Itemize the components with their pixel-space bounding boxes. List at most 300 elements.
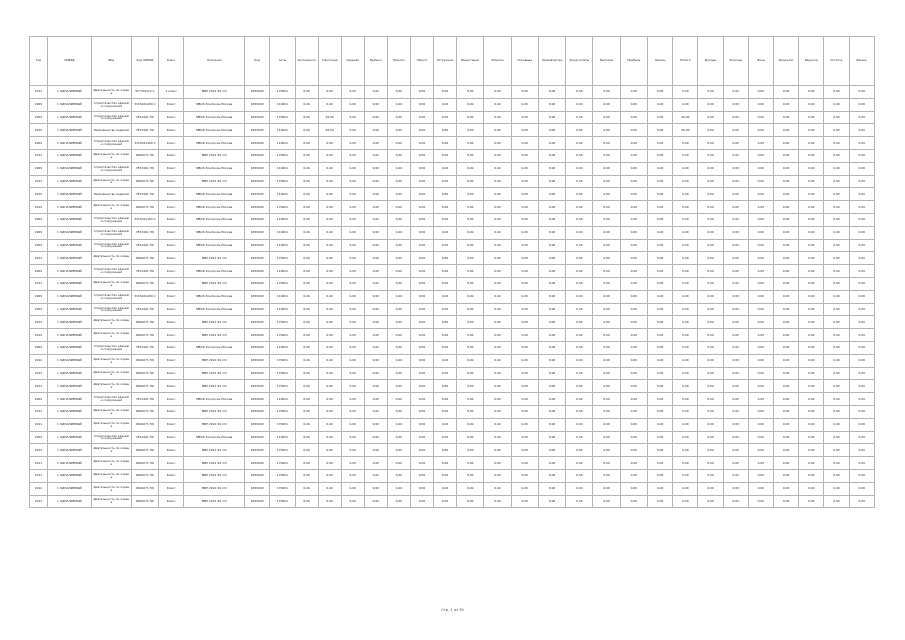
table-cell: 0,00	[410, 290, 433, 303]
table-cell: 0,00	[511, 444, 538, 457]
table-cell: 0,00	[538, 162, 565, 175]
table-cell: 0,00	[341, 354, 364, 367]
table-cell: 1 ОДНАЛИВНЫЙ	[47, 252, 91, 265]
table-cell: 0,00	[318, 226, 341, 239]
table-cell: 0,00	[824, 418, 849, 431]
table-cell: 0,00	[341, 213, 364, 226]
table-cell: Строительство зданий и сооружений	[91, 393, 131, 406]
table-cell: 0,00	[341, 444, 364, 457]
table-cell: 0,00	[566, 316, 593, 329]
table-cell: 0,00	[457, 329, 484, 342]
table-cell: 0,00	[364, 367, 387, 380]
table-cell: 0,00	[723, 405, 748, 418]
table-cell: 0,00	[723, 213, 748, 226]
table-cell: 0,00	[538, 252, 565, 265]
table-cell: 0,00	[566, 354, 593, 367]
table-cell: 0,00	[511, 457, 538, 470]
table-cell: 170001	[270, 367, 295, 380]
table-cell: 0,00	[593, 457, 620, 470]
table-cell: 0,00	[824, 367, 849, 380]
table-cell: 1 ОДНАЛИВНЫЙ	[47, 86, 91, 99]
column-header: Налоги	[673, 37, 698, 86]
table-cell: 0,00	[824, 354, 849, 367]
table-cell: 110001	[270, 290, 295, 303]
table-cell: 0,00	[364, 495, 387, 508]
table-cell: 2009	[30, 239, 48, 252]
table-cell: 170001	[270, 444, 295, 457]
table-cell: 0455000	[245, 175, 270, 188]
table-cell: 0,00	[673, 201, 698, 214]
table-cell: 0455000	[245, 239, 270, 252]
table-cell: 0,00	[673, 149, 698, 162]
table-cell: 0455000	[245, 457, 270, 470]
table-cell: 170001	[270, 149, 295, 162]
table-body	[30, 86, 875, 508]
table-cell: Строительство зданий и сооружений	[91, 162, 131, 175]
table-cell: 0,00	[723, 226, 748, 239]
table-cell: 0,00	[593, 149, 620, 162]
table-cell: 0,00	[698, 469, 723, 482]
table-cell: 0,00	[698, 98, 723, 111]
table-cell: 0,00	[484, 175, 511, 188]
table-cell: 0,00	[387, 444, 410, 457]
table-cell: Класс	[159, 265, 184, 278]
column-header: Результат	[773, 37, 798, 86]
table-cell: 0,00	[773, 137, 798, 150]
table-cell: 0,00	[673, 341, 698, 354]
table-cell: 0,00	[387, 265, 410, 278]
table-cell: 0,00	[648, 380, 673, 393]
table-cell: 3315021400 С	[131, 213, 158, 226]
table-cell: 0,00	[566, 380, 593, 393]
table-cell: Строительство зданий и сооружений	[91, 431, 131, 444]
table-cell: 0,00	[538, 341, 565, 354]
table-cell: Деятельность по охране	[91, 367, 131, 380]
table-cell: 0,00	[648, 98, 673, 111]
table-cell: 0,00	[341, 303, 364, 316]
table-cell: 0,00	[484, 290, 511, 303]
table-cell: 170001	[270, 380, 295, 393]
table-cell: 0,00	[698, 354, 723, 367]
table-cell: 0,00	[410, 124, 433, 137]
table-cell: 1 ОДНАЛИВНЫЙ	[47, 303, 91, 316]
table-cell: 0455000	[245, 252, 270, 265]
table-cell: МВР 2012 Ф1 ОЧ	[184, 252, 245, 265]
table-cell: 0,00	[723, 86, 748, 99]
table-cell: 0,00	[341, 124, 364, 137]
table-cell: 9600071 ПО	[131, 252, 158, 265]
table-cell: 0,00	[410, 201, 433, 214]
table-cell: 0,00	[318, 137, 341, 150]
table-cell: 0,00	[799, 239, 824, 252]
table-cell: 0,00	[387, 380, 410, 393]
column-header: Принято	[387, 37, 410, 86]
table-cell: 0,00	[511, 239, 538, 252]
table-cell: 0,00	[849, 444, 874, 457]
table-cell: 0,00	[364, 469, 387, 482]
table-cell: 0,00	[748, 252, 773, 265]
table-cell: 0,00	[698, 86, 723, 99]
table-cell: 0,00	[511, 405, 538, 418]
table-cell: 0,00	[511, 149, 538, 162]
table-cell: 0,00	[849, 124, 874, 137]
table-cell: 0,00	[484, 252, 511, 265]
table-cell: МВР 2012 Ф1 ОЧ	[184, 418, 245, 431]
table-cell: 0,00	[484, 354, 511, 367]
table-cell: 2012	[30, 444, 48, 457]
table-cell: 0,00	[824, 341, 849, 354]
table-cell: 0,00	[799, 252, 824, 265]
table-cell: 0,00	[364, 316, 387, 329]
table-cell: 0455000	[245, 149, 270, 162]
table-cell: 0,00	[566, 213, 593, 226]
table-cell: 0,00	[799, 188, 824, 201]
table-cell: 0,00	[295, 137, 318, 150]
table-cell: 0,00	[410, 265, 433, 278]
table-cell: 0,00	[620, 354, 647, 367]
table-cell: 0,00	[433, 495, 456, 508]
table-cell: 0,00	[484, 162, 511, 175]
table-row	[30, 418, 875, 431]
table-cell: 0,00	[773, 418, 798, 431]
table-row	[30, 482, 875, 495]
table-cell: 0,00	[773, 188, 798, 201]
table-cell: 0,00	[538, 239, 565, 252]
table-cell: 0,00	[673, 316, 698, 329]
table-cell: 0,00	[364, 341, 387, 354]
document-page	[29, 36, 875, 508]
table-cell: 0,00	[410, 316, 433, 329]
table-cell: Класс	[159, 188, 184, 201]
table-cell: 0,00	[318, 393, 341, 406]
table-cell: 0,00	[824, 86, 849, 99]
table-cell: 0,00	[318, 98, 341, 111]
table-cell: 0,00	[698, 329, 723, 342]
table-cell: 0,00	[748, 495, 773, 508]
table-cell: МВОК Контроль Москва	[184, 393, 245, 406]
table-cell: 9600071 ПО	[131, 418, 158, 431]
table-cell: 0,00	[295, 162, 318, 175]
table-cell: 0,00	[295, 175, 318, 188]
table-cell: 0,00	[433, 418, 456, 431]
table-cell: 9600071 ПО	[131, 354, 158, 367]
table-cell: 0,00	[648, 418, 673, 431]
table-cell: Класс	[159, 98, 184, 111]
table-cell: 0,00	[593, 265, 620, 278]
table-cell: 3315021400 С	[131, 290, 158, 303]
table-cell: 0,00	[620, 162, 647, 175]
table-cell: 0,00	[295, 86, 318, 99]
table-cell: 0455000	[245, 431, 270, 444]
table-cell: 0,00	[457, 149, 484, 162]
table-cell: 0,00	[457, 111, 484, 124]
column-header: Выплаты	[593, 37, 620, 86]
table-cell: 9600071 ПО	[131, 175, 158, 188]
table-cell: 0,00	[538, 124, 565, 137]
table-cell: 2012	[30, 316, 48, 329]
table-cell: 0,00	[318, 188, 341, 201]
table-cell: МВОК Контроль Москва	[184, 124, 245, 137]
table-cell: 0,00	[364, 431, 387, 444]
table-cell: 0,00	[341, 457, 364, 470]
table-cell: 0455000	[245, 316, 270, 329]
table-cell: 0,00	[410, 226, 433, 239]
table-cell: 0,00	[648, 111, 673, 124]
table-cell: 0,00	[723, 252, 748, 265]
table-cell: МВР 2012 Ф1 ОЧ	[184, 380, 245, 393]
table-cell: 0,00	[849, 303, 874, 316]
table-cell: 0,00	[341, 226, 364, 239]
table-cell: 0,00	[433, 265, 456, 278]
table-cell: Класс	[159, 354, 184, 367]
table-cell: 0455000	[245, 367, 270, 380]
table-cell: 0,00	[410, 393, 433, 406]
table-cell: 0,00	[723, 457, 748, 470]
table-cell: 0,00	[698, 303, 723, 316]
table-cell: 0,00	[484, 444, 511, 457]
table-cell: 0,00	[799, 354, 824, 367]
table-cell: МВОК Контроль Москва	[184, 239, 245, 252]
table-cell: Класс	[159, 124, 184, 137]
table-cell: 0,00	[824, 329, 849, 342]
table-cell: 7872401 ПО	[131, 226, 158, 239]
page-footer: Стр. 1 из 30	[441, 608, 464, 612]
table-cell: 2009	[30, 162, 48, 175]
table-cell: 110001	[270, 393, 295, 406]
table-cell: 0,00	[484, 405, 511, 418]
table-cell: 0,00	[387, 98, 410, 111]
table-cell: 1 ОДНАЛИВНЫЙ	[47, 188, 91, 201]
table-cell: 0,00	[318, 482, 341, 495]
table-cell: 0,00	[341, 188, 364, 201]
table-cell: 0,00	[511, 213, 538, 226]
table-cell: 0,00	[748, 367, 773, 380]
table-cell: 0,00	[295, 393, 318, 406]
table-cell: 170001	[270, 418, 295, 431]
table-cell: 0,00	[484, 188, 511, 201]
table-cell: 0,00	[295, 380, 318, 393]
table-cell: 0,00	[566, 431, 593, 444]
table-cell: 0,00	[593, 239, 620, 252]
table-cell: 0,00	[433, 111, 456, 124]
table-cell: 0,00	[538, 86, 565, 99]
table-cell: 0,00	[364, 226, 387, 239]
table-cell: 0,00	[341, 393, 364, 406]
table-cell: 0,00	[538, 495, 565, 508]
table-cell: 0,00	[433, 444, 456, 457]
table-cell: 0,00	[849, 137, 874, 150]
table-cell: 0,00	[748, 265, 773, 278]
table-cell: 0,00	[410, 431, 433, 444]
table-cell: 0,00	[723, 418, 748, 431]
table-cell: 0,00	[620, 444, 647, 457]
table-cell: 0,00	[673, 213, 698, 226]
table-cell: 0,00	[566, 226, 593, 239]
table-cell: 0,00	[511, 341, 538, 354]
table-cell: 0,00	[593, 188, 620, 201]
table-cell: 110001	[270, 265, 295, 278]
table-cell: 0,00	[723, 380, 748, 393]
table-cell: 0,00	[433, 149, 456, 162]
table-cell: 0,00	[538, 277, 565, 290]
table-cell: 0,00	[318, 162, 341, 175]
table-cell: 0,00	[566, 111, 593, 124]
table-cell: 0,00	[799, 482, 824, 495]
table-cell: 0,00	[773, 469, 798, 482]
table-cell: 0,00	[748, 226, 773, 239]
table-cell: 0,00	[698, 316, 723, 329]
table-cell: 0,00	[387, 162, 410, 175]
table-cell: 0,00	[457, 162, 484, 175]
table-cell: 0,00	[723, 431, 748, 444]
table-cell: 0455000	[245, 277, 270, 290]
table-cell: 0,00	[457, 213, 484, 226]
table-cell: 0,00	[457, 495, 484, 508]
table-cell: 1 ОДНАЛИВНЫЙ	[47, 405, 91, 418]
table-cell: 170001	[270, 495, 295, 508]
table-cell: 0,00	[620, 265, 647, 278]
table-cell: Класс	[159, 495, 184, 508]
table-cell: 0,00	[364, 98, 387, 111]
table-cell: 0,00	[748, 86, 773, 99]
column-header: Списочная	[318, 37, 341, 86]
table-cell: 0,00	[849, 175, 874, 188]
table-cell: 9600071 ПО	[131, 482, 158, 495]
table-cell: Деятельность по охране	[91, 354, 131, 367]
table-cell: 0,00	[538, 354, 565, 367]
table-cell: 0,00	[723, 277, 748, 290]
table-cell: Деятельность по охране	[91, 252, 131, 265]
table-cell: 0,00	[457, 252, 484, 265]
table-cell: 0,00	[673, 329, 698, 342]
table-cell: 0,00	[620, 201, 647, 214]
table-cell: 0,00	[824, 457, 849, 470]
table-cell: 0,00	[484, 201, 511, 214]
table-cell: 0,00	[410, 469, 433, 482]
table-cell: 0,00	[723, 482, 748, 495]
table-cell: 0,00	[648, 162, 673, 175]
table-cell: 0,00	[824, 201, 849, 214]
table-cell: Класс	[159, 380, 184, 393]
table-row	[30, 329, 875, 342]
table-cell: 0,00	[484, 98, 511, 111]
table-cell: 0,00	[457, 201, 484, 214]
table-cell: 0,00	[748, 418, 773, 431]
table-cell: 0,00	[295, 290, 318, 303]
table-cell: 0,00	[511, 495, 538, 508]
table-cell: 9600071 ПО	[131, 495, 158, 508]
table-cell: 0,00	[341, 162, 364, 175]
table-cell: 0,00	[318, 149, 341, 162]
table-cell: 0,00	[593, 137, 620, 150]
table-cell: 2010	[30, 188, 48, 201]
table-cell: 0,00	[511, 380, 538, 393]
table-cell: Класс	[159, 290, 184, 303]
table-cell: 0,00	[433, 303, 456, 316]
table-cell: 0,00	[538, 149, 565, 162]
table-cell: 0,00	[457, 303, 484, 316]
table-cell: 0,00	[824, 239, 849, 252]
table-cell: 0455000	[245, 265, 270, 278]
table-row	[30, 226, 875, 239]
table-row	[30, 290, 875, 303]
table-row	[30, 162, 875, 175]
table-cell: 0,00	[364, 393, 387, 406]
table-cell: 7872401 ПО	[131, 303, 158, 316]
table-cell: 0,00	[648, 201, 673, 214]
table-cell: 0,00	[538, 175, 565, 188]
table-cell: 0,00	[849, 162, 874, 175]
table-cell: 0,00	[748, 431, 773, 444]
table-cell: 0,00	[410, 444, 433, 457]
table-cell: 2011	[30, 495, 48, 508]
table-cell: 7872401 ПО	[131, 188, 158, 201]
table-cell: 0,00	[773, 201, 798, 214]
table-cell: 0,00	[593, 469, 620, 482]
table-cell: 0,00	[566, 124, 593, 137]
table-cell: 0,00	[410, 418, 433, 431]
table-cell: 0,00	[698, 252, 723, 265]
table-cell: 1 ОДНАЛИВНЫЙ	[47, 124, 91, 137]
table-cell: 170001	[270, 86, 295, 99]
table-cell: 0,00	[364, 418, 387, 431]
table-cell: 0,00	[295, 329, 318, 342]
table-cell: 0,00	[433, 86, 456, 99]
table-cell: 0,00	[295, 252, 318, 265]
table-cell: 0,00	[799, 201, 824, 214]
column-header: Запасы	[648, 37, 673, 86]
table-cell: 0,00	[295, 303, 318, 316]
table-cell: 0,00	[593, 162, 620, 175]
table-cell: 0455000	[245, 469, 270, 482]
table-cell: 0,00	[341, 86, 364, 99]
table-cell: Класс	[159, 149, 184, 162]
table-cell: 0,00	[457, 124, 484, 137]
table-cell: 0,00	[824, 124, 849, 137]
table-cell: 2009	[30, 111, 48, 124]
table-cell: МВОК Контроль Москва	[184, 111, 245, 124]
table-cell: 0,00	[773, 431, 798, 444]
table-cell: 0,00	[538, 393, 565, 406]
table-cell: Строительство зданий и сооружений	[91, 213, 131, 226]
table-cell: 0,00	[484, 380, 511, 393]
table-row	[30, 495, 875, 508]
table-cell: 0,00	[698, 277, 723, 290]
table-cell: 0,00	[723, 162, 748, 175]
table-cell: МВР 2012 Ф1 ОЧ	[184, 469, 245, 482]
table-cell: 0,00	[433, 457, 456, 470]
table-cell: 0,00	[364, 277, 387, 290]
column-header: Основные	[511, 37, 538, 86]
table-cell: 0,00	[433, 277, 456, 290]
table-cell: 0,00	[318, 431, 341, 444]
table-cell: 0455000	[245, 495, 270, 508]
column-header: Фонд	[748, 37, 773, 86]
table-cell: Деятельность по охране	[91, 149, 131, 162]
table-cell: 0,00	[387, 431, 410, 444]
table-cell: Класс	[159, 201, 184, 214]
table-cell: 0,00	[538, 111, 565, 124]
table-cell: МВР 2012 Ф1 ОЧ	[184, 367, 245, 380]
table-cell: 0,00	[566, 495, 593, 508]
table-cell: 0,00	[748, 354, 773, 367]
table-cell: 2009	[30, 431, 48, 444]
table-cell: 0,00	[773, 239, 798, 252]
table-cell: 1 ОДНАЛИВНЫЙ	[47, 316, 91, 329]
column-header: Выбыло	[364, 37, 387, 86]
table-cell: 0,00	[318, 277, 341, 290]
table-cell: 1 ОДНАЛИВНЫЙ	[47, 290, 91, 303]
